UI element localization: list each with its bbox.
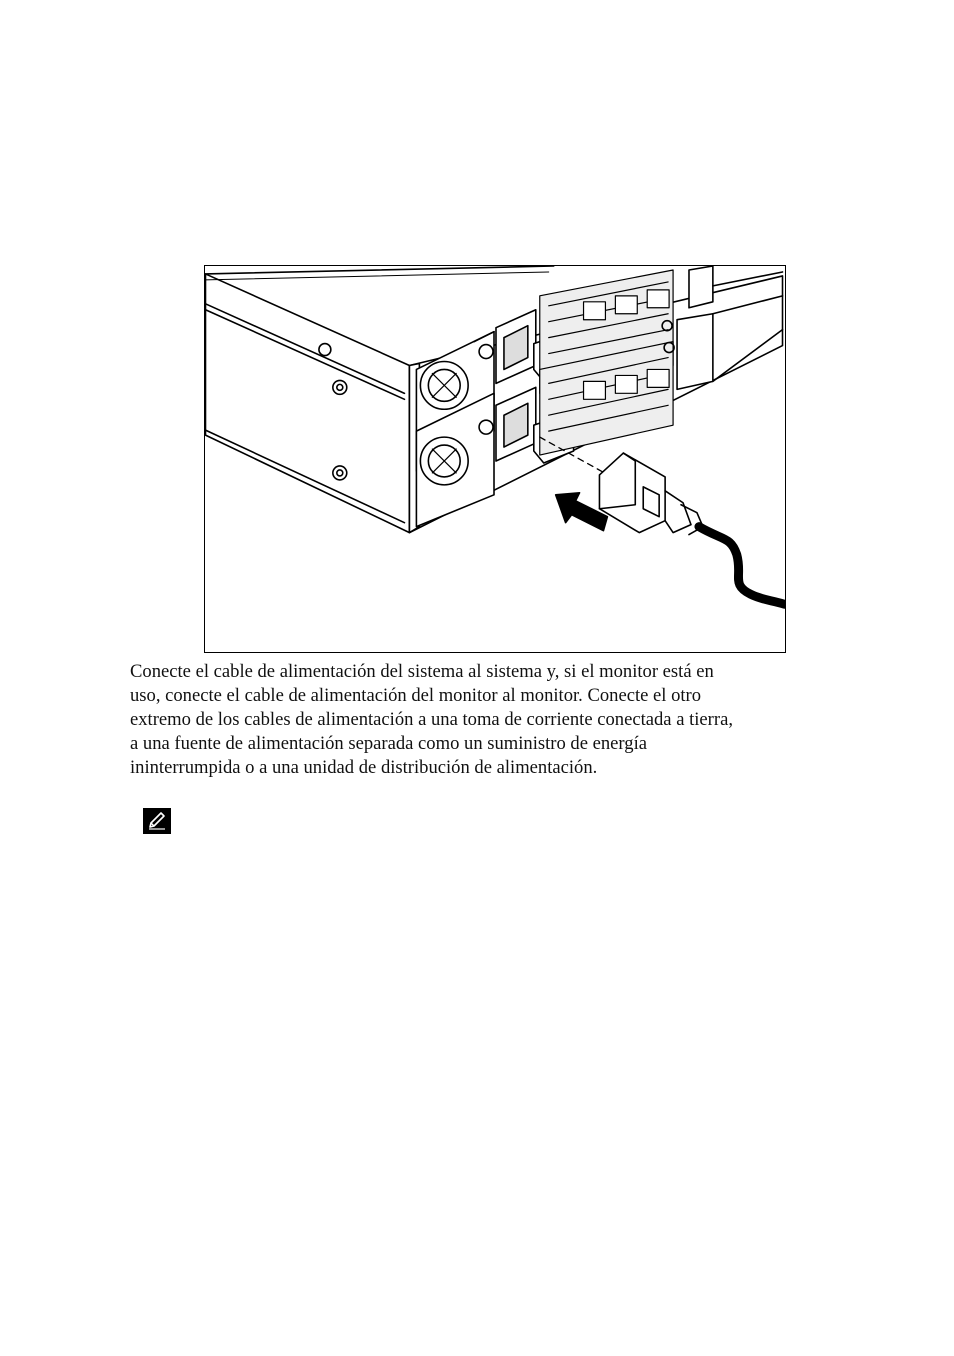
instruction-line-5: ininterrumpida o a una unidad de distribución de alimentación. <box>130 757 598 778</box>
power-cable <box>699 527 785 605</box>
instruction-paragraph <box>130 660 870 780</box>
server-diagram <box>205 266 785 652</box>
instruction-line-4: a una fuente de alimentación separada como un suministro de energía <box>130 733 647 754</box>
instruction-line-2: uso, conecte el cable de alimentación del monitor al monitor. Conecte el otro <box>130 685 702 706</box>
power-cable-plug <box>599 453 702 535</box>
io-panel <box>540 270 673 455</box>
instruction-line-3: extremo de los cables de alimentación a una toma de corriente conectada a tierra, <box>130 709 733 730</box>
note-pencil-icon <box>143 808 171 834</box>
power-cable-illustration <box>204 265 786 653</box>
instruction-line-1: Conecte el cable de alimentación del sistema al sistema y, si el monitor está en <box>130 661 714 682</box>
